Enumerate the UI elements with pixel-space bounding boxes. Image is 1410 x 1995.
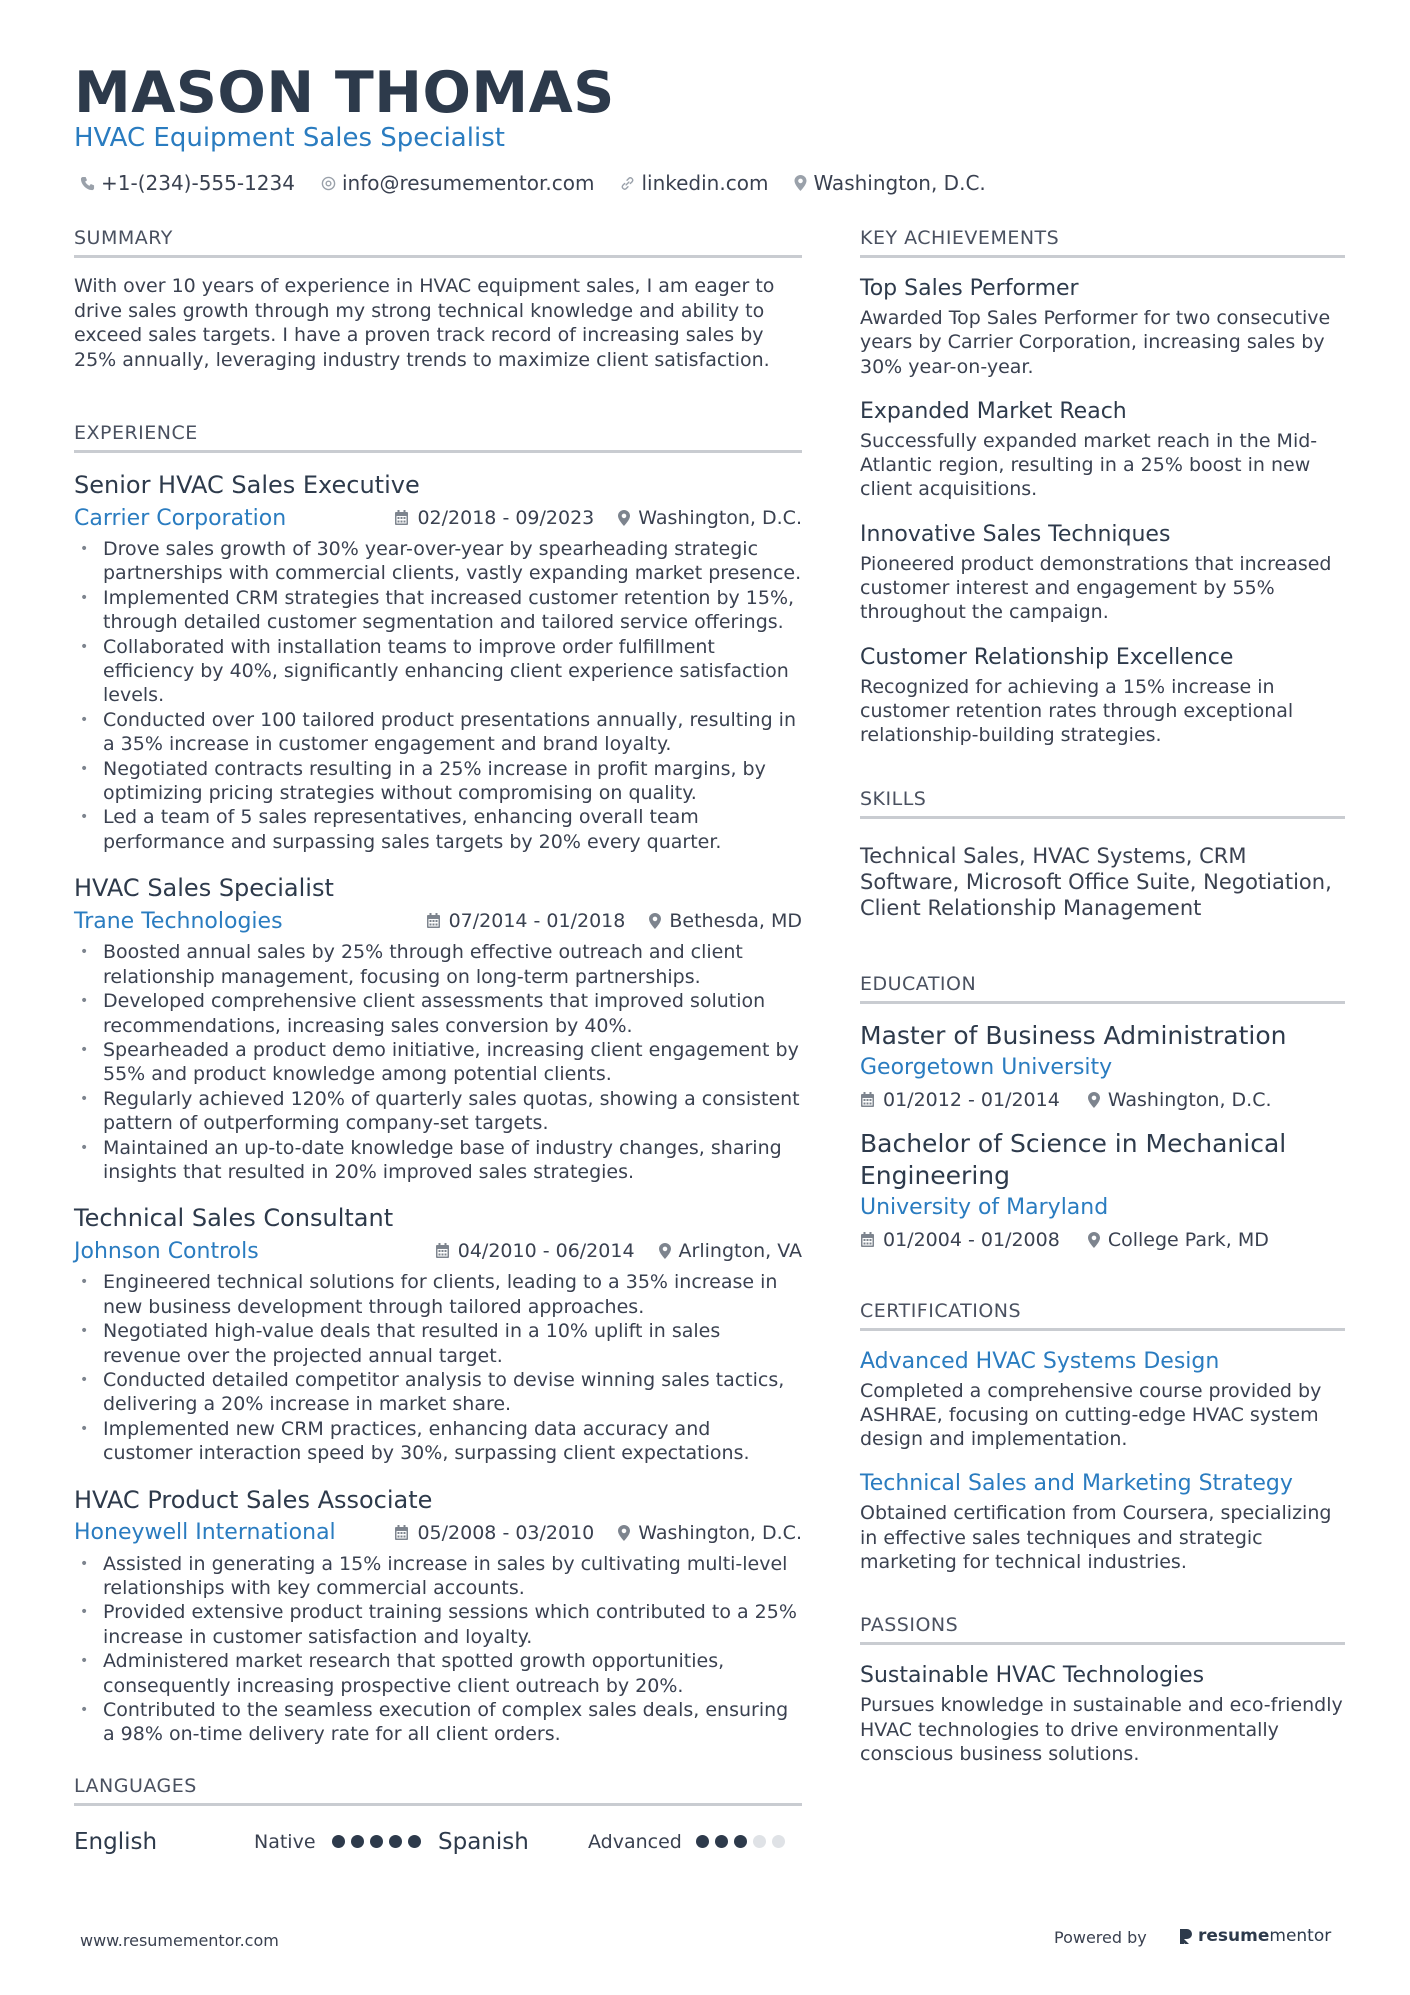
- achievement-desc: Pioneered product demonstrations that increased customer interest and engagement by 55% throughout the campaign.: [860, 552, 1332, 624]
- languages-heading: LANGUAGES: [74, 1773, 802, 1806]
- contact-phone[interactable]: [80, 171, 295, 195]
- education-degree: Bachelor of Science in Mechanical Engineering: [860, 1128, 1287, 1190]
- job-meta: [74, 501, 802, 535]
- language-level: Native: [254, 1830, 316, 1853]
- footer-powered-by: Powered by: [1054, 1928, 1147, 1947]
- candidate-role: HVAC Equipment Sales Specialist: [74, 123, 505, 153]
- rating-dot-filled: [734, 1835, 747, 1848]
- education-location: College Park, MD: [1107, 1228, 1269, 1251]
- location-pin-icon: [649, 913, 661, 929]
- calendar-icon: [394, 510, 409, 526]
- job-meta: [74, 1234, 802, 1268]
- contact-location: [794, 171, 985, 195]
- rating-dot-empty: [772, 1835, 785, 1848]
- education-location: Washington, D.C.: [1107, 1088, 1272, 1111]
- passion-desc: Pursues knowledge in sustainable and eco-friendly HVAC technologies to drive environmentally conscious business solutions.: [860, 1694, 1343, 1765]
- achievement-title: Innovative Sales Techniques: [860, 521, 1171, 547]
- achievement-item: [860, 397, 1345, 502]
- experience-heading: EXPERIENCE: [74, 420, 802, 453]
- language-rating: [332, 1835, 427, 1848]
- job-bullet: • Negotiated high-value deals that resulted in a 10% uplift in sales revenue over the projected annual target.: [74, 1319, 802, 1368]
- certification-item: [860, 1469, 1345, 1574]
- language-rating: [696, 1835, 791, 1848]
- job-location: [618, 1522, 802, 1544]
- certification-desc: Completed a comprehensive course provided by ASHRAE, focusing on cutting-edge HVAC system design and implementation.: [860, 1379, 1322, 1451]
- rating-dot-filled: [332, 1835, 345, 1848]
- passions-heading: PASSIONS: [860, 1612, 1345, 1645]
- calendar-icon: [394, 1525, 409, 1541]
- link-icon: [620, 176, 635, 191]
- rating-dot-filled: [715, 1835, 728, 1848]
- job-title: HVAC Product Sales Associate: [74, 1485, 433, 1514]
- certification-desc: Obtained certification from Coursera, specializing in effective sales techniques and strategic marketing for technical industries.: [860, 1502, 1332, 1574]
- skills-heading: SKILLS: [860, 786, 1345, 819]
- job-location: [659, 1240, 802, 1262]
- job-bullets: [74, 940, 802, 1184]
- language-name: English: [74, 1828, 158, 1855]
- calendar-icon: [860, 1092, 875, 1108]
- job-dates: [435, 1240, 635, 1262]
- education-degree: Master of Business Administration: [860, 1020, 1287, 1050]
- location-pin-icon: [618, 1525, 630, 1541]
- education-dates: 01/2004 - 01/2008: [883, 1228, 1060, 1251]
- job-bullet: • Implemented CRM strategies that increased customer retention by 15%, through detailed customer segmentation and tailored service offerings.: [74, 586, 802, 635]
- job-bullet: • Negotiated contracts resulting in a 25% increase in profit margins, by optimizing pricing strategies without compromising on quality.: [74, 757, 802, 806]
- contact-linkedin[interactable]: [620, 171, 768, 195]
- job-bullet: • Implemented new CRM practices, enhancing data accuracy and customer interaction speed by 30%, surpassing client expectations.: [74, 1417, 802, 1466]
- email-text: info@resumementor.com: [341, 171, 595, 195]
- achievement-item: [860, 643, 1345, 748]
- footer-brand-logo[interactable]: [1178, 1926, 1331, 1946]
- languages-list: [74, 1822, 802, 1862]
- brand-text-part2: mentor: [1269, 1926, 1332, 1946]
- calendar-icon: [860, 1232, 875, 1248]
- phone-text: +1-(234)-555-1234: [101, 171, 295, 195]
- job-meta: [74, 1516, 802, 1550]
- language-item: [74, 1829, 438, 1855]
- education-item: [860, 1128, 1345, 1256]
- achievement-item: [860, 274, 1345, 379]
- contact-email[interactable]: [321, 171, 594, 195]
- candidate-name: MASON THOMAS: [74, 60, 615, 126]
- left-column: [74, 225, 802, 1862]
- job-bullet: • Administered market research that spotted growth opportunities, consequently increasing prospective client outreach by 20%.: [74, 1649, 802, 1698]
- job-bullet: • Regularly achieved 120% of quarterly sales quotas, showing a consistent pattern of outperforming company-set targets.: [74, 1087, 802, 1136]
- achievement-title: Top Sales Performer: [860, 276, 1079, 301]
- passion-title: Sustainable HVAC Technologies: [860, 1663, 1205, 1689]
- job-dates: [426, 910, 626, 932]
- job-company: Honeywell International: [74, 1520, 336, 1546]
- right-column: [860, 225, 1345, 1784]
- job-bullet: • Boosted annual sales by 25% through effective outreach and client relationship management, focusing on long-term partnerships.: [74, 940, 802, 989]
- rating-dot-filled: [408, 1835, 421, 1848]
- at-icon: [321, 176, 336, 191]
- achievement-title: Customer Relationship Excellence: [860, 644, 1234, 670]
- education-dates: 01/2012 - 01/2014: [883, 1088, 1060, 1111]
- education-meta: [860, 1224, 1345, 1256]
- job-bullet: • Engineered technical solutions for clients, leading to a 35% increase in new business development through tailored approaches.: [74, 1270, 802, 1319]
- education-item: [860, 1020, 1345, 1116]
- job-bullet: • Maintained an up-to-date knowledge base of industry changes, sharing insights that resulted in 20% improved sales strategies.: [74, 1136, 802, 1185]
- location-pin-icon: [659, 1243, 671, 1259]
- skills-text: Technical Sales, HVAC Systems, CRM Software, Microsoft Office Suite, Negotiation, Client Relationship Management: [860, 843, 1332, 920]
- achievement-item: [860, 520, 1345, 625]
- rating-dot-filled: [351, 1835, 364, 1848]
- job-company: Trane Technologies: [74, 908, 283, 934]
- phone-icon: [80, 176, 95, 191]
- job-bullet: • Collaborated with installation teams to improve order fulfillment efficiency by 40%, significantly enhancing client experience satisfaction levels.: [74, 635, 802, 708]
- job-location-text: Washington, D.C.: [638, 507, 802, 529]
- certification-item: [860, 1347, 1345, 1452]
- job-bullet: • Spearheaded a product demo initiative, increasing client engagement by 55% and product knowledge among potential clients.: [74, 1038, 802, 1087]
- job-dates-text: 04/2010 - 06/2014: [457, 1240, 635, 1263]
- location-pin-icon: [1088, 1232, 1100, 1248]
- job-bullet: • Led a team of 5 sales representatives, enhancing overall team performance and surpassing sales targets by 20% every quarter.: [74, 805, 802, 854]
- job-bullet: • Conducted over 100 tailored product presentations annually, resulting in a 35% increase in customer engagement and brand loyalty.: [74, 708, 802, 757]
- job-bullets: [74, 1552, 802, 1747]
- location-pin-icon: [618, 510, 630, 526]
- brand-text-part1: resume: [1198, 1926, 1270, 1946]
- location-pin-icon: [1088, 1092, 1100, 1108]
- achievements-heading: KEY ACHIEVEMENTS: [860, 225, 1345, 258]
- location-pin-icon: [794, 175, 807, 191]
- job-dates: [394, 1522, 594, 1544]
- achievement-desc: Successfully expanded market reach in the Mid-Atlantic region, resulting in a 25% boost in new client acquisitions.: [860, 429, 1318, 501]
- footer-website-link[interactable]: www.resumementor.com: [80, 1931, 279, 1950]
- job-entry: [74, 872, 802, 1184]
- achievement-desc: Recognized for achieving a 15% increase in customer retention rates through exceptional relationship-building strategies.: [860, 675, 1294, 747]
- job-bullet: • Drove sales growth of 30% year-over-year by spearheading strategic partnerships with commercial clients, vastly expanding market presence.: [74, 537, 802, 586]
- job-title: Senior HVAC Sales Executive: [74, 471, 420, 499]
- certifications-heading: CERTIFICATIONS: [860, 1298, 1345, 1331]
- job-entry: [74, 469, 802, 854]
- job-bullet: • Contributed to the seamless execution of complex sales deals, ensuring a 98% on-time delivery rate for all client orders.: [74, 1698, 802, 1747]
- job-title: HVAC Sales Specialist: [74, 874, 334, 903]
- job-location-text: Washington, D.C.: [638, 1521, 802, 1544]
- job-company: Johnson Controls: [74, 1238, 259, 1264]
- certification-title: Technical Sales and Marketing Strategy: [860, 1471, 1293, 1497]
- calendar-icon: [426, 913, 441, 929]
- passion-item: [860, 1661, 1345, 1766]
- job-dates-text: 02/2018 - 09/2023: [417, 507, 595, 529]
- rating-dot-filled: [370, 1835, 383, 1848]
- language-name: Spanish: [438, 1828, 529, 1855]
- summary-heading: SUMMARY: [74, 225, 802, 258]
- language-item: [438, 1829, 802, 1855]
- job-location-text: Bethesda, MD: [669, 910, 802, 933]
- job-bullet: • Developed comprehensive client assessments that improved solution recommendations, increasing sales conversion by 40%.: [74, 989, 802, 1038]
- linkedin-text: linkedin.com: [641, 171, 769, 195]
- job-bullets: [74, 1270, 802, 1465]
- job-location: [618, 507, 802, 529]
- education-meta: [860, 1084, 1345, 1116]
- achievement-desc: Awarded Top Sales Performer for two consecutive years by Carrier Corporation, increasing sales by 30% year-on-year.: [860, 307, 1331, 378]
- education-school: Georgetown University: [860, 1054, 1113, 1080]
- education-heading: EDUCATION: [860, 971, 1345, 1004]
- job-location: [649, 910, 802, 932]
- location-text: Washington, D.C.: [813, 171, 986, 195]
- job-meta: [74, 904, 802, 938]
- job-dates-text: 07/2014 - 01/2018: [448, 910, 626, 933]
- certification-title: Advanced HVAC Systems Design: [860, 1348, 1220, 1374]
- rating-dot-filled: [696, 1835, 709, 1848]
- calendar-icon: [435, 1243, 450, 1259]
- job-bullet: • Provided extensive product training sessions which contributed to a 25% increase in customer satisfaction and loyalty.: [74, 1600, 802, 1649]
- job-dates: [394, 507, 594, 529]
- job-location-text: Arlington, VA: [678, 1240, 802, 1263]
- job-entry: [74, 1484, 802, 1747]
- job-title: Technical Sales Consultant: [74, 1204, 394, 1233]
- rating-dot-filled: [389, 1835, 402, 1848]
- rating-dot-empty: [753, 1835, 766, 1848]
- job-company: Carrier Corporation: [74, 505, 287, 531]
- achievement-title: Expanded Market Reach: [860, 398, 1127, 424]
- brand-mark-icon: [1178, 1927, 1194, 1945]
- job-bullet: • Assisted in generating a 15% increase in sales by cultivating multi-level relationships with key commercial accounts.: [74, 1552, 802, 1601]
- job-dates-text: 05/2008 - 03/2010: [417, 1521, 595, 1544]
- job-bullet: • Conducted detailed competitor analysis to devise winning sales tactics, delivering a 20% increase in market share.: [74, 1368, 802, 1417]
- education-school: University of Maryland: [860, 1194, 1109, 1220]
- summary-text: With over 10 years of experience in HVAC equipment sales, I am eager to drive sales growth through my strong technical knowledge and ability to exceed sales targets. I have a proven track record of increasing sales by 25% annually, leveraging industry trends to maximize client satisfaction.: [74, 275, 775, 371]
- contact-bar: [80, 168, 1012, 198]
- job-bullets: [74, 537, 802, 854]
- job-entry: [74, 1202, 802, 1465]
- language-level: Advanced: [588, 1830, 682, 1853]
